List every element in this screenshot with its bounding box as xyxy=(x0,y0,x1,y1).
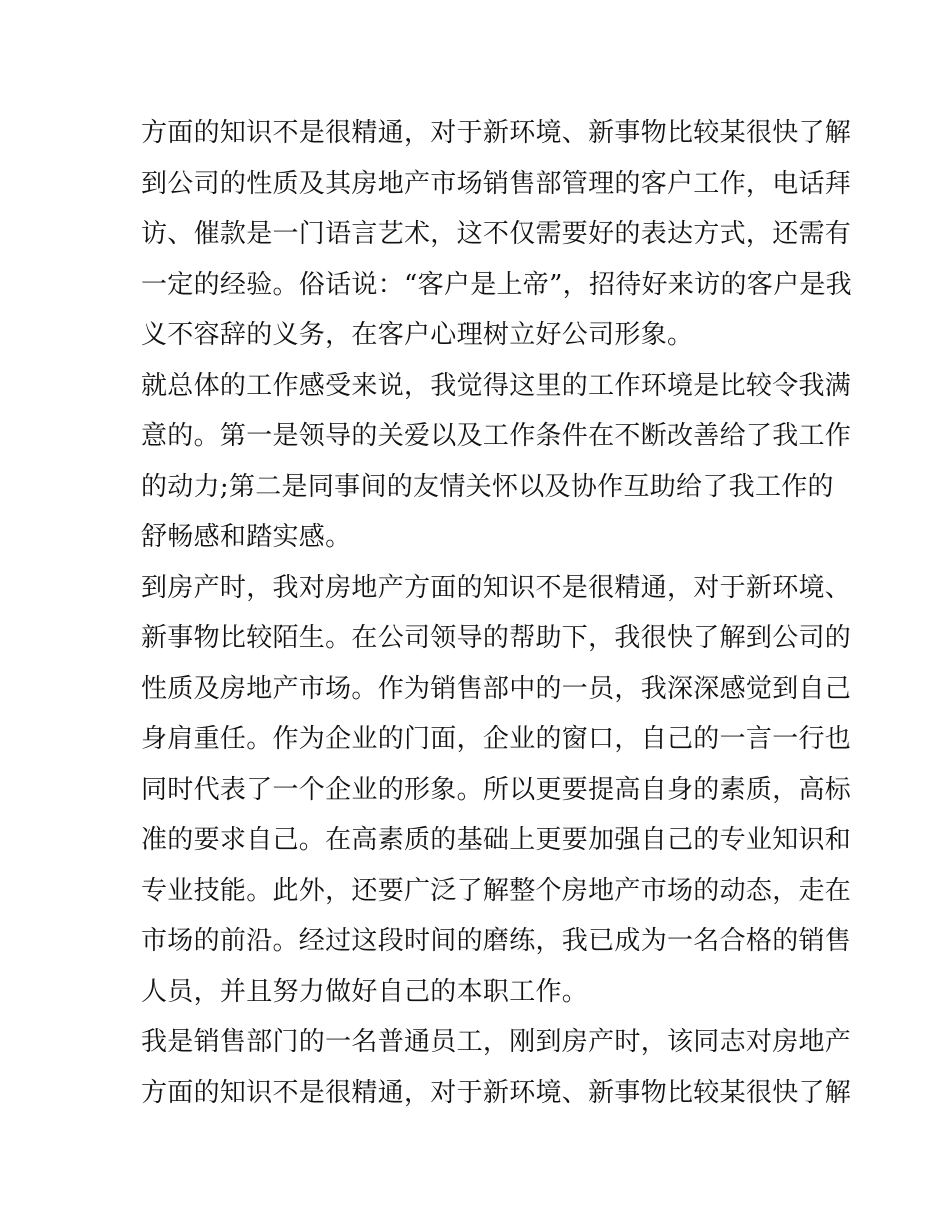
text-line: 方面的知识不是很精通，对于新环境、新事物比较某很快了解 xyxy=(141,1077,852,1108)
text-line: 舒畅感和踏实感。 xyxy=(141,522,352,552)
text-line: 一定的经验。俗话说：“客户是上帝”，招待好来访的客户是我 xyxy=(141,269,852,300)
text-line: 的动力;第二是同事间的友情关怀以及协作互助给了我工作的 xyxy=(141,471,834,502)
text-line: 同时代表了一个企业的形象。所以更要提高自身的素质，高标 xyxy=(141,774,852,805)
text-line: 意的。第一是领导的关爱以及工作条件在不断改善给了我工作 xyxy=(141,421,852,451)
text-line: 到公司的性质及其房地产市场销售部管理的客户工作，电话拜 xyxy=(141,168,852,199)
text-line: 方面的知识不是很精通，对于新环境、新事物比较某很快了解 xyxy=(141,118,852,148)
text-line: 准的要求自己。在高素质的基础上更要加强自己的专业知识和 xyxy=(141,825,852,855)
text-line: 性质及房地产市场。作为销售部中的一员，我深深感觉到自己 xyxy=(141,673,852,704)
text-line: 市场的前沿。经过这段时间的磨练，我已成为一名合格的销售 xyxy=(141,926,852,956)
paragraph-3 xyxy=(141,563,852,1018)
text-line: 我是销售部门的一名普通员工，刚到房产时，该同志对房地产 xyxy=(141,1027,852,1057)
paragraph-4 xyxy=(141,1017,852,1118)
paragraph-1 xyxy=(141,108,852,361)
text-line: 身肩重任。作为企业的门面，企业的窗口，自己的一言一行也 xyxy=(141,724,852,754)
text-line: 义不容辞的义务，在客户心理树立好公司形象。 xyxy=(141,320,694,350)
text-line: 就总体的工作感受来说，我觉得这里的工作环境是比较令我满 xyxy=(141,370,852,401)
text-line: 到房产时，我对房地产方面的知识不是很精通，对于新环境、 xyxy=(141,572,852,603)
text-line: 人员，并且努力做好自己的本职工作。 xyxy=(141,976,589,1007)
paragraph-2 xyxy=(141,361,852,563)
text-line: 访、催款是一门语言艺术，这不仅需要好的表达方式，还需有 xyxy=(141,219,852,249)
text-line: 专业技能。此外，还要广泛了解整个房地产市场的动态，走在 xyxy=(141,875,852,906)
document-body xyxy=(141,108,852,1118)
text-line: 新事物比较陌生。在公司领导的帮助下，我很快了解到公司的 xyxy=(141,623,852,653)
